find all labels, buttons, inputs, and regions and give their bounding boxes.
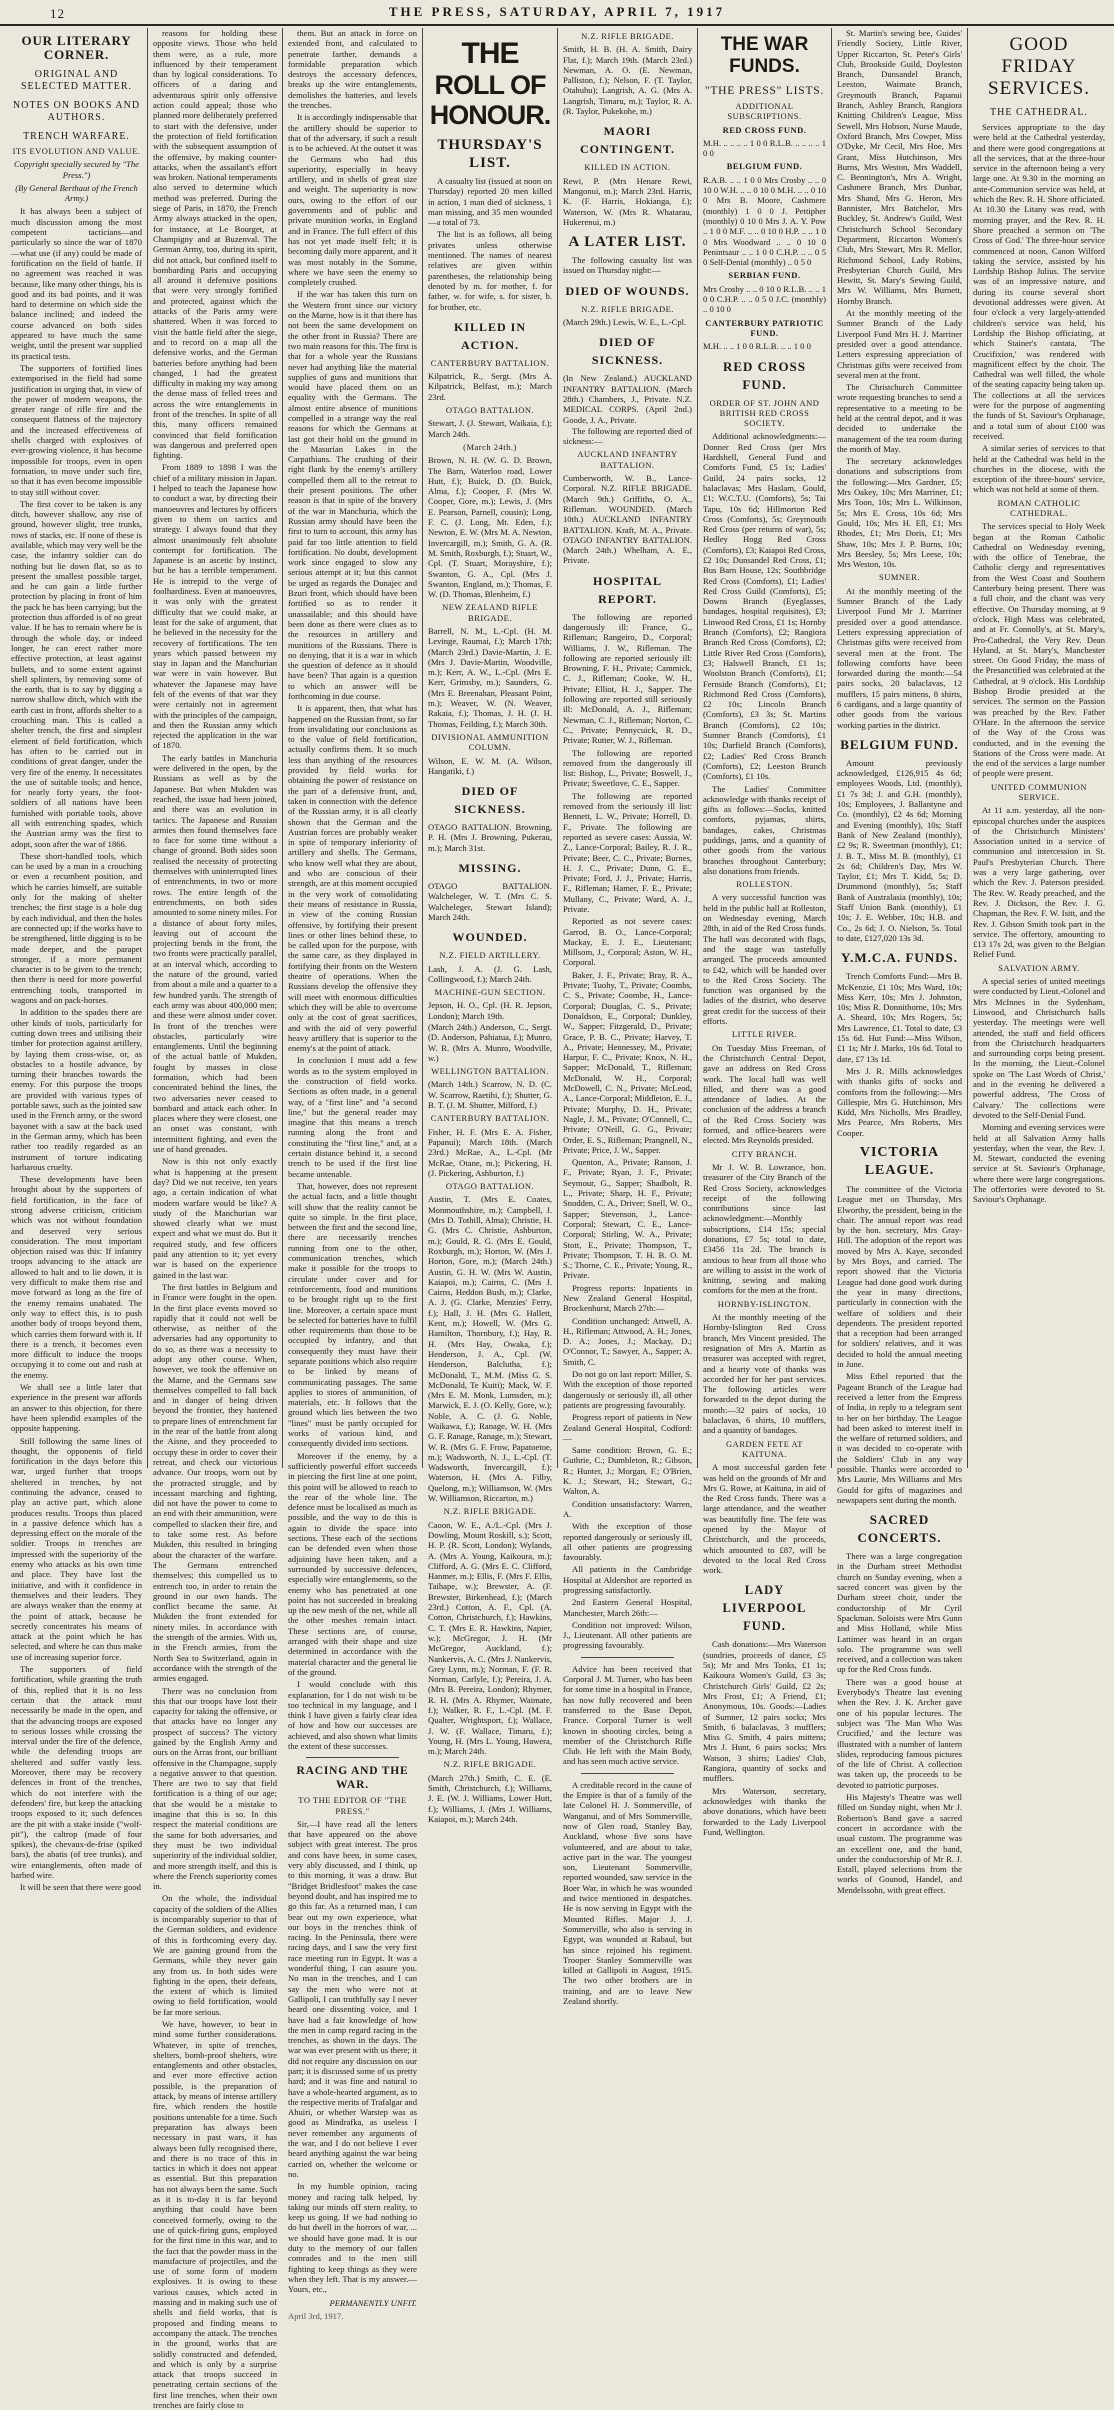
red-cross-fund-heading: RED CROSS FUND. xyxy=(722,124,807,135)
column-literary-corner xyxy=(6,28,148,1893)
casualty-entry: Kilpatrick, R., Sergt. (Mrs A. Kilpatrick, Belfast, m.); March 23rd. xyxy=(428,371,552,402)
paragraph: There was a large congregation in the Durham street Methodist church on Sunday evening, when a sacred concert was given by the Durham street choir, under the conductorship of Mr Cyril Spackman. Soloists were Mrs Gunn and Miss Holland, while Miss Lattimer was heard in an organ solo. The programme was well received, and a collection was taken up for the Red Cross funds. xyxy=(837,1551,962,1675)
salvation-army-heading: SALVATION ARMY. xyxy=(998,962,1080,973)
dow-heading: DIED OF WOUNDS. xyxy=(565,283,690,298)
casualty-entry: (March 14th.) Scarrow, N. D. (C. W. Scarrow, Raetihi, f.); Shutter, G. B. T. (J. M. Shutter, Milford, f.) xyxy=(428,1079,552,1111)
paragraph: Reported as not severe cases: Garrod, B. O., Lance-Corporal; Mackay, E. J. E., Lieutenant; Millsom, J., Corporal; Aston, W. H., Corporal. xyxy=(563,916,692,968)
paragraph: Trench Comforts Fund:—Mrs B. McKenzie, £1 10s; Mrs Ward, 10s; Miss Kerr, 10s; Mrs J. Johnston, 10s; Miss R. Donnithorne, 10s; Mrs A. Sheard, 10s; Mrs Rogers, 5s; Mrs Lawrence, £1. Total to date, £3 15s 6d. Hut Fund:—Miss Wilson, £1 1s; Mr J. Marks, 10s 6d. Total to date, £7 13s 1d. xyxy=(837,971,962,1064)
hornby-heading: HORNBY-ISLINGTON. xyxy=(717,1298,812,1309)
red-cross-heading: RED CROSS FUND. xyxy=(722,358,807,392)
paragraph: The list is as follows, all being privates unless otherwise mentioned. The names of nearest relatives are given within parentheses, the relationship being denoted by m. for mother, f. for father, w. for wife, s. for sister, b. for brother, etc. xyxy=(428,229,552,312)
paragraph: Services appropriate to the day were held at the Cathedral yesterday, and there were good congregations at all the services, that at the three-hour service in the afternoon being a very large one. At 9.30 in the morning an ante-Communion service was held, at which the Rev. R. H. Shore officiated. At 10.30 the Litany was read, with morning prayer, and the Rev. R. H. Shore preached a sermon on 'The Cross of God.' The three-hour service commenced at noon, Canon Wilford taking the service, assisted by his Lordship Bishop Julius. The service was of an impressive nature, and during its course several short devotional addresses were given. At four o'clock a very largely-attended children's service was held, his Lordship the Bishop officiating, at which Stainer's cantata, 'The Crucifixion,' was rendered with magnificent effect by the choir. The Cathedral was well filled, the whole of the seating capacity being taken up. The collections at all the services were for the purpose of augmenting the funds of St. Saviour's Orphanage, and a total sum of about £100 was received. xyxy=(973,122,1105,441)
paragraph: On the whole, the individual capacity of the soldiers of the Allies is incomparably superior to that of the German soldiers, and evidence of this is forthcoming every day. We are gaining ground from the Germans, while they never gain any from us. In both sides were fighting in the open, their defeats, the extent of which is limited owing to field fortification, would be far more serious. xyxy=(153,1893,277,2017)
killed-heading: KILLED IN ACTION. xyxy=(453,319,527,352)
sacred-concerts-heading: SACRED CONCERTS. xyxy=(857,1512,942,1546)
missing-heading: MISSING. xyxy=(458,861,522,876)
column-funds-cont xyxy=(832,28,968,1895)
column-later-list xyxy=(558,28,698,2006)
column-war-funds xyxy=(698,28,832,1837)
paragraph: Quenton, A., Private; Ranson, J. F., Private; Ryan, J. F., Private; Seymour, G., Sapper; Shadbolt, R. L., Private; Sharp, H. F., Private; Snodden, C. A., Driver; Snell, W. O., Sapper; Stevenson, J., Lance-Corporal; Stewart, C. E., Lance-Corporal; Stirling, W. A., Private; Stott, E., Private; Thompson, T., Private; Thompson, T. H. B. O. M. S.; Thorne, C. E., Private; Young, R., Private. xyxy=(563,1157,692,1281)
casualty-entry: OTAGO BATTALION. Browning, P. H. (Mrs J. Browning, Pukerau, m.); March 31st. xyxy=(428,822,552,853)
paragraph: It has always been a subject of much discussion among the most competent tacticians—and particularly so since the war of 1870—what use (if any) could be made of fortification on the field of battle. If no agreement was reached it was because, like many other things, his is good and its bad points, and it was hard to determine on which side the balance inclined; and indeed the course advanced on both sides appeared to have much the same weight, until the present war supplied its practical tests. xyxy=(11,206,142,361)
services-heading: SERVICES. xyxy=(988,78,1090,99)
paragraph: The committee of the Victoria League met on Thursday, Mrs Elworthy, the president, being in the chair. The annual report was read by the hon. secretary, Mrs Gray-Hill. The adoption of the report was moved by Mrs A. Kaye, seconded by Mrs Boys, and carried. The report showed that the Victoria League had done good work during the year in many directions, particularly in connection with the welfare of soldiers and their dependents. The president reported that a reception had been arranged for soldiers' relatives, and it was decided to hold the annual meeting in June. xyxy=(837,1183,962,1370)
casualty-entry: Caoon, W. E., A./L.-Cpl. (Mrs J. Dowling, Mount Roskill, s.); Scott, H. P. (R. Scott, London); Wylands, A. (Mrs A. Young, Kaikoura, m.); Clifford, A. G. (Mrs E. C. Clifford, Hanmer, m.); Ellis, F. (Mrs F. Ellis, Taihape, w.); Brewster, A. (F. Brewster, Birkenhead, f.); (March 23rd.) Cotton, A. F., Cpl. (A. Cotton, Christchurch, f.); Hawkins, C. T. (Mrs E. R. Hawkins, Napier, w.); McGregor, J. H. (Mr McGregor, Auckland, f.); Nankervis, A. C. (Mrs J. Nankervis, Grey Lynn, m.); Norman, F. (F. R. Norman, Carlyle, f.); Pereira, J. A. (Mrs B. Pereira, London); Rhymer, R. H. (Mrs A. Rhymer, Waimate, f.); Walker, R. F., L.-Cpl. (M. F. Qualter, Wrightsport, f.); Wallace, J. W. (F. Wallace, Timaru, f.); Young, H. (Mrs L. Young, Hawera, m.); March 24th. xyxy=(428,1519,552,1757)
paragraph: Mrs Waterson, secretary, acknowledges with thanks the above donations, which have been forwarded to the Lady Liverpool Fund, Wellington. xyxy=(703,1785,826,1837)
belgium-fund-heading: BELGIUM FUND. xyxy=(840,736,959,752)
paragraph: A most successful garden fete was held on the grounds of Mr and Mrs G. Rowe, at Kaituna, in aid of the Red Cross funds. There was a large attendance, and the weather was beautifully fine. The fete was opened by the Mayor of Christchurch, and the proceeds, which amounted to £87, will be devoted to the local Red Cross work. xyxy=(703,1462,826,1576)
paragraph: These short-handled tools, which can be used by a man in a crouching or even a recumbent position, and which he carries himself, are suitable only for the making of shelter trenches; the first stage is a hole dug by each individual, and then the holes are connected up; if the works have to be strengthened, little digging is to be made deeper, and the parapet stronger, if a more permanent character is to be given to the trench; then there is need for more powerful entrenching tools, transported in wagons and on pack-horses. xyxy=(11,850,143,1006)
paragraph: Baker, J. F., Private; Bray, R. A., Private; Tuohy, T., Private; Coombs, C. S., Private; Coombe, H., Lance-Corporal; Douglas, C. S., Private; Donaldson, E., Corporal; Dunkley, W., Sapper; Fitzgerald, D., Private; Grace, P. B. C., Private; Harvey, T. A., Private; Hennessey, M., Private; Harpur, F. C., Private; Knox, N. H., Sapper; McDonald, T., Rifleman; McDonald, W. H., Corporal; McDowell, C. N., Private; McLeod, A., Lance-Corporal; Middleton, E. J., Private; Murphy, D. H., Private; Nagle, J. M., Private; O'Connell, C., Private; O'Neill, G. G., Private; Order, E. S., Rifleman; Prangnell, N., Private; Price, J. W., Sapper. xyxy=(563,969,693,1155)
paragraph: A special series of united meetings were conducted by Lieut.-Colonel and Mrs McInnes in the Sydenham, Linwood, and Christchurch halls yesterday. The meetings were well attended, the staff and field officers from the Christchurch headquarters and surrounding corps being present. In the morning, the Lieut.-Colonel spoke on 'The Last Words of Christ,' and in the evening he delivered a powerful address, 'The Cross of Calvary.' The collections were devoted to the Self-Denial Fund. xyxy=(973,976,1105,1120)
paragraph: There was no conclusion from this that our troops have lost their capacity for taking the offensive, or that attacks have no longer any prospect of success? The victory gained by the English Army and ours on the Arras front, our brilliant offensive in the Champagne, supply a negative answer to that question. There are two to say that field fortification is a thing of our age; that she would be a mistake to imagine that this is so. In this respect the material conditions are the same for both adversaries, and they must be two individual superiority of the individual soldier, and more strength itself, and this is where the French superiority comes in. xyxy=(153,1685,277,1892)
paragraph: St. Martin's sewing bee, Guides' Friendly Society, Little River, Upper Riccarton, St. Peter's Girls' Club, Brookside Guild, Doyleston Branch, Dunsandel Branch, Leeston, Waimate Branch, Greymouth Branch, Papanui Branch, Ashley Branch, Rangiora Knitting Children's League, Miss Sewell, Mrs Hobson, Nurse Maude, Oxford Branch, Mrs Cowper, Miss O'Dyke, Mr Cecil, Mrs Hoe, Mrs Grant, Miss Hutchinson, Mrs Burns, Mrs Weston, Mrs Waddell, C. Bennington's, Mrs A. Wright, Cashmere Branch, Mrs Dunbar, Mrs Shand, Mrs G. Heron, Mrs Bannister, Mrs Batchelor, Mrs Buckley, St. Andrew's Guild, West Christchurch School Secondary Department, Riccarton Women's Club, Mrs Stewart, Mrs R. Mellor, Richmond School, Lady Robins, Presbyterian Church Guild, Mrs Hewitt, St. Mary's Sewing Guild, Mrs W. Williams, Mrs Burnett, Hornby Branch. xyxy=(837,28,962,306)
unit-heading: CANTERBURY BATTALION. xyxy=(430,357,550,368)
paragraph: The following are reported removed from the dangerously ill list: Bishop, L., Private; Boswell, J., Private; Sweetlove, C. E., Sapper. xyxy=(563,747,692,789)
additional-subs-heading: ADDITIONAL SUBSCRIPTIONS. xyxy=(727,101,802,122)
casualty-entry: Cumberworth, W. B., Lance-Corporal. N.Z. RIFLE BRIGADE. (March 9th.) Griffiths, O. A., Rifleman. WOUNDED. (March 10th.) AUCKLAND INFANTRY BATTALION. Kraft, M. A., Private. OTAGO INFANTRY BATTALION. (March 24th.) Whelham, A. E., Private. xyxy=(563,473,692,566)
paragraph: Mr J. W. B. Lowrance, hon. treasurer of the City Branch of the Red Cross Society, acknowledges receipt of the following contributions since last acknowledgment:—Monthly subscriptions, £14 15s; special donations, £7 5s; total to date, £3456 11s 2d. The branch is anxious to hear from all those who are willing to assist in the work of knitting, sewing and making comforts for the men at the front. xyxy=(703,1161,826,1296)
fund-entries: M.H. .. .. 1 0 0 R.L.B. .. .. 1 0 0 xyxy=(703,341,811,352)
byline: (By General Berthaut of the French Army.) xyxy=(15,182,138,204)
paragraph: The first battles in Belgium and in France were fought in the open. In the first place events moved so rapidly that it could not well be otherwise, as neither of the adversaries had any opportunity to do so, as there was a necessity to adopt any other course. When, however, we took the offensive on the Marne, and the Germans saw themselves compelled to fall back and in danger of being driven beyond the frontier, they hastened to prepare lines of entrenchment far in the rear of the battle front along the Aisne, and they proceeded to occupy these in order to cover their retreat, and check our victorious advance. Our troops, worn out by the protracted struggle, and by incessant marching and fighting, did not have the power to come to an end with their ammunition, were compelled to slacken their fire, and to take some rest. As before Mukden, this resulted in bringing about the character of the warfare. The Germans entrenched themselves; this compelled us to entrench too, in order to retain the ground in our own hands. The conflict became the same. At Mukden the front extended for ninety miles. In accordance with the strength of the armies. With us, in the French armies, from the North Sea to Switzerland, again in accordance with the strength of the armies engaged. xyxy=(153,1281,277,1684)
maori-heading: MAORI CONTINGENT. xyxy=(579,124,676,157)
unit-heading: AUCKLAND INFANTRY BATTALION. xyxy=(577,449,678,470)
paragraph: These developments have been brought about by the supporters of field fortification, in the face of strong adverse criticism, criticism which was not without foundation and deserved very serious consideration. The most important objection raised was this: If infantry troops advancing to the attack are allowed to halt and to lie down, it is very difficult to make them rise and move forward as long as the fire of the enemy remains unabated. The only way to effect this, is to push another body of troops beyond them, which carries them forward with it. If there is a trench, it becomes even more difficult to induce the troops occupying it to come out and rush at the enemy. xyxy=(11,1174,142,1380)
paragraph: them. But an attack in force on extended front, and calculated to penetrate farther, demands a formidable preparation which destroys the accessory defences, breaks up the wire entanglements, demolishes the batteries, and levels the trenches. xyxy=(288,28,417,111)
belgium-fund-heading: BELGIUM FUND. xyxy=(726,161,803,172)
page-number: 12 xyxy=(50,6,65,21)
paragraph: Progress reports: Inpatients in New Zealand General Hospital, Brockenhurst, March 27th:— xyxy=(563,1282,692,1314)
paragraph: The following are reported died of sickness:— xyxy=(563,425,692,447)
press-lists-heading: "THE PRESS" LISTS. xyxy=(704,85,825,97)
paragraph: The services special to Holy Week began at the Roman Catholic Cathedral on Wednesday evening, with the office of Tenebrae, the Catholic clergy and representatives from the West Coast and Southern Canterbury being present. There was a full choir, and the chant was very effective. On Thursday morning, at 9 o'clock, High Mass was celebrated, and at Fr. Connolly's, at St. Mary's, Pro-Cathedral, the Very Rev. Dean Hyland, at St. Mary's, Manchester street. On Good Friday, the mass of the Presanctified was celebrated at the Cathedral, at 9 o'clock. His Lordship Bishop Brodie presided at the services. The sermon on the Passion was preached by the Rev. Father O'Hare. In the afternoon the service of the Way of the Cross was conducted, and in the evening the Stations of the Cross were made. At the end of the services a large number of people were present. xyxy=(973,521,1105,779)
unit-heading: CANTERBURY BATTALION. xyxy=(430,1113,550,1124)
ymca-heading: Y.M.C.A. FUNDS. xyxy=(840,950,959,966)
victoria-league-heading: VICTORIA LEAGUE. xyxy=(859,1144,940,1178)
good-friday-heading: GOOD FRIDAY xyxy=(1001,34,1077,77)
unit-heading: N.Z. RIFLE BRIGADE. xyxy=(581,31,674,41)
paragraph: In conclusion I must add a few words as to the system employed in the construction of field works. Sections as often made, in a general way, of a "first line" and "a second line," but the general reader may imagine that this means a trench running along the front and constituting the "first line," and, at a certain distance behind it, a second trench to be used if the first line became untenable. xyxy=(288,1055,417,1179)
paragraph: A creditable record in the cause of the Empire is that of a family of the late Colonel H. J. Sommerville, of Wanganui, and of Mrs Sommerville, now of Glen road, Stanley Bay, Auckland, whose five sons have volunteered, and are about to take, active part in the war. The youngest son, Lieutenant Sommerville, reported wounded, saw service in the Boer War, in which he was wounded and twice mentioned in despatches. He is now serving in Egypt with the Mounted Rifles. Major J. J. Sommerville, who also is serving in Egypt, was wounded at Rabaul, but has since rejoined his regiment. Trooper Stanley Sommerville was killed at Gallipoli in August, 1915. The two other brothers are in training, and are to leave New Zealand shortly. xyxy=(563,1779,692,2006)
hospital-report-heading: HOSPITAL REPORT. xyxy=(592,573,663,606)
casualty-entry: (March 29th.) Lewis, W. E., L.-Cpl. xyxy=(563,317,687,328)
garden-fete-heading: GARDEN FETE AT KAITUNA. xyxy=(726,1438,803,1459)
masthead-title: THE PRESS, SATURDAY, APRIL 7, 1917 xyxy=(388,4,726,19)
killed-subheading: KILLED IN ACTION. xyxy=(584,162,671,173)
sumner-heading: SUMNER. xyxy=(878,572,921,583)
unit-heading: NEW ZEALAND RIFLE BRIGADE. xyxy=(442,602,538,623)
divider xyxy=(581,1657,674,1658)
casualty-entry: Fisher, H. F. (Mrs E. A. Fisher, Papanui); March 18th. (March 23rd.) McRae, A., L.-Cpl. (Mr McRae, Otane, m.); Pickering, H. (J. Pickering, Ashburton, f.) xyxy=(428,1126,552,1178)
paragraph: Morning and evening services were held at all Salvation Army halls yesterday, when the vear, the Rev. J. M. Stewart, conducted the evening service at St. Saviour's Orphanage, where there were large congregations. The offertories were devoted to St. Saviour's Orphanage. xyxy=(973,1122,1105,1205)
paragraph: Now is this not only exactly what is happening at the present day? Did we not receive, ten years ago, a certain indication of what modern warfare would be like? A study of the Manchurian war showed clearly what we must expect and what we must do. But it required study, and few officers paid any attention to it; yet every war is based on the experience gained in the last war. xyxy=(153,1156,277,1280)
unit-heading: WELLINGTON BATTALION. xyxy=(431,1066,549,1077)
paragraph: At the monthly meeting of the Hornby-Islington Red Cross branch, Mrs Vincent presided. The resignation of Mrs A. Martin as treasurer was accepted with regret, and a hearty vote of thanks was accorded her for her past services. The following articles were forwarded to the depot during the month:—32 pairs of socks, 10 balaclavas, 6 shirts, 10 mufflers, and a quantity of bandages. xyxy=(703,1312,826,1436)
paragraph: Additional acknowledgments:—Donner Red Cross (per Mrs Hardshell, General Fund and Comforts Fund, £5 1s; Ladies' Guild, 24 pairs socks, 12 balaclavas; Mrs Haslam, Gould, £1; W.C.T.U. (Comforts), 5s; Tai Tapu, 10s 6d; Hillmorton Red Cross (Comforts), 5s; Greymouth Red Cross (per returns of war), 5s; Hedley Hogg Red Cross (Comforts), £3; Kaiapoi Red Cross, £2 10s; Dunsandel Red Cross, £1; Bus Barn House, 12s; Southbridge Red Cross (Comforts), £1; Ladies' Red Cross Guild (Comforts), £5; Downs Branch (Eyeglasses, bandages, hospital requisites), £3; Linwood Red Cross, £1 1s; Hornby Branch (Comforts), £2; Rangiora Branch Red Cross (Comforts), £2; Little River Red Cross (Comforts), £3; Halswell Branch, £1 1s; Woolston Branch (Comforts), £1; Fernside Branch (Comforts), £1; Richmond Red Cross (Comforts), £2 10s; Lincoln Branch (Comforts), £3 3s; St. Martins Branch (Comforts), £2 10s; Sumner Branch (Comforts), £1 10s; Darfield Branch (Comforts), £2; Ladies' Red Cross Branch (Comforts), £2; Leeston Branch (Comforts), £1 10s. xyxy=(703,431,826,782)
paragraph: From 1889 to 1898 I was the chief of a military mission in Japan. I helped to teach the Japanese how to conduct a war, by directing their manoeuvres and lectures by officers given to them on tactics and strategy. I always found that they almost unanimously felt absolute contempt for fortification. The Japanese is an ascetic by instinct, but he has a terrible temperament. He is intrepid to the verge of foolhardiness. Even at manoeuvres, it was only with the greatest difficulty that we could make, at least for the sake of argument, that he believed in the necessity for the recovery of fortifications. The ten years which passed between my stay in Japan and the Manchurian war were in vain however. But whatever the Japanese may have felt of the events of that war they were certainly not in agreement with the principles of the campaign, and then the Russian army which rejected the application in the war of 1870. xyxy=(153,462,277,751)
paragraph: The following are reported dangerously ill: France, G., Rifleman; Rangeiro, D., Corporal; Williams, J. W., Rifleman. The following are reported seriously ill: Browning, F. H., Private; Cammick, C. J., Rifleman; Cooke, W. H., Private; Elliot, H. J., Sapper. The following are reported still seriously ill: McDonald, A. J., Rifleman; Newman, C. J., Rifleman; Norton, C. C., Private; Pennycuick, R. D., Private; Rutter, W. J., Rifleman. xyxy=(563,611,692,746)
paragraph: 2nd Eastern General Hospital, Manchester, March 26th:— xyxy=(563,1597,692,1618)
paragraph: Do not go on last report: Miller, S. With the exception of those reported dangerously or seriously ill, all other patients are progressing favourably. xyxy=(563,1369,692,1410)
paragraph: There was a good house at Everybody's Theatre last evening when the Rev. J. K. Archer gave one of his popular lectures. The subject was 'The Man Who Was Crucified,' and the lecture was illustrated with a number of lantern slides, reproducing famous pictures of the life of Christ. A collection was taken up, the proceeds to be devoted to patriotic purposes. xyxy=(837,1676,962,1790)
date-heading: (March 24th.) xyxy=(463,441,517,452)
city-branch-heading: CITY BRANCH. xyxy=(731,1148,798,1159)
unit-heading: N.Z. FIELD ARTILLERY. xyxy=(439,950,541,961)
paragraph: On Tuesday Miss Freeman, of the Christchurch Central Depot, gave an address on Red Cross work. The local hall was well filled, and there was a good attendance of ladies. At the conclusion of the address a branch of the Red Cross Society was formed, and office-bearers were elected. Mrs Reynolds presided. xyxy=(703,1042,826,1146)
section-heading: OUR LITERARY CORNER. xyxy=(21,33,132,62)
paragraph: The secretary acknowledges donations and subscriptions from the following:—Mrs Gardner, £5; Mrs Oakey, 10s; Mrs Marriner, £1; Mrs Toon, 10s; Mrs L. Wilkinson, 5s; Mrs E. Cross, 10s 6d; Mrs Gould, 10s; Mrs H. Ell, £1; Mrs Rhodes, £1; Mrs Doris, £1; Mrs Shaw, 10s; Mrs J. P. Burns, 10s; Mrs Beesley, 5s; Mrs Leese, 10s; Mrs Weston, 10s. xyxy=(837,456,962,570)
copyright-note: Copyright specially secured by "The Press.") xyxy=(13,159,139,180)
casualty-entry: (In New Zealand.) AUCKLAND INFANTRY BATTALION. (March 28th.) Chambers, J., Private. N.Z. MEDICAL CORPS. (April 2nd.) Goode, J. A., Private. xyxy=(563,373,692,425)
column-trench-warfare-end xyxy=(283,28,423,2321)
paragraph: The following are reported removed from the seriously ill list: Bennett, L. W., Private; Horrell, D. F., Private. The following are reported as severe cases: Aussia, W. Z., Lance-Corporal; Bailey, R. J. R., Private; Beer, C. C., Private; Burnes, H. J. C., Private; Dunn, G. E., Private; Ford, J. J., Private; Harris, F., Rifleman; Hamer, F. E., Private; Mullany, C., Private; Ward, A. J., Private. xyxy=(563,790,692,914)
casualty-entry: Wilson, E. W. M. (A. Wilson, Hangatiki, f.) xyxy=(428,755,552,776)
red-cross-subheading: ORDER OF ST. JOHN AND BRITISH RED CROSS SOCIETY. xyxy=(709,397,820,429)
unit-heading: N.Z. RIFLE BRIGADE. xyxy=(443,1759,537,1770)
paragraph: In addition to the spades there are other kinds of tools, particularly for cutting down trees and utilising their timber for protection against artillery, by laying them cross-wise, or, as obstacles to a hostile advance, by turning their branches towards the enemy. For this purpose the troops are provided with various types of portable saws, such as the jointed saw used in the French army, or the sword bayonet with a saw at the back used in the German army, which has been rather too readily regarded as an instrument of torture indicating barbarous cruelty. xyxy=(11,1007,142,1172)
newspaper-masthead xyxy=(0,0,1114,26)
list-heading: THURSDAY'S LIST. xyxy=(437,137,543,171)
paragraph: It will be seen that there were good xyxy=(20,1882,141,1893)
section-subheading-2: NOTES ON BOOKS AND AUTHORS. xyxy=(12,100,141,123)
paragraph: Sir,—I have read all the letters that have appeared on the above subject with great interest. The pros and cons have been, in some cases, very ably discussed, and I think, up to this morning, it was a draw. But "Bridget Bridlesfoot" makes the case beyond doubt, and has inspired me to go this far. As a returned man, I can bear out my own experience, what our boys in the trenches think of racing. In the Peninsula, there were racing days, and I saw the very first race meeting run in Egypt. It was a wonderful thing, I can assure you. No man in the trenches, and I can say the men who were not at Gallipoli, I can truthfully say I never heard one dissenting voice, and I have had a fair knowledge of how the men in camp regard racing in the trenches, as shown in the days. The war was ever present with us there; it did not require any discussion on our part; it is discussed some of us pretty hard; and it was fine and natural to have a whole-hearted argument, as to the respective merits of Trafalgar and Ahuiri, or whether Warstep was as good as Mindrafka, as useless I never remember any arguments of the war, and I do not believe I ever heard anything against the war being carried on, whether the welcome or no. xyxy=(288,1818,417,2179)
paragraph: It is accordingly indispensable that the artillery should be superior to that of the adversary, if such a result is to be achieved. At the outset it was the Germans who had this superiority, especially in heavy artillery, and in shells of great size and weight. The superiority is now ours, owing to the effort of our governments and of public and private munition works, in England and in France. The full effect of this has not yet made itself felt; it is becoming daily more apparent, and it was most notably in the Somme, where we have seen the enemy so completely crushed. xyxy=(288,112,417,288)
paragraph: Mrs J. R. Mills acknowledges with thanks gifts of socks and comforts from the following:—Mrs Gillespie, Mrs G. Hutchinson, Mrs Kidd, Mrs Nicholls, Mrs Bradley, Mrs Pearce, Mrs Roberts, Mrs Cooper. xyxy=(837,1065,962,1138)
paragraph: The following casualty list was issued on Thursday night:— xyxy=(563,255,692,276)
letter-date: April 3rd, 1917. xyxy=(288,2310,344,2321)
rc-cathedral-heading: ROMAN CATHOLIC CATHEDRAL. xyxy=(997,497,1081,518)
paragraph: A casualty list (issued at noon on Thursday) reported 20 men killed in action, 1 man died of sickness, 1 man missing, and 35 men wounded—a total of 73. xyxy=(428,176,552,228)
paragraph: In my humble opinion, racing money and racing talk helped, by taking our minds off stern reality, to keep us going. If we had nothing to do but dwell in the horrors of war, ... we should have gone mad. It is our duty to the memory of our fallen comrades and to the men still fighting to keep things as they were when they left. That is my answer.—Yours, etc., xyxy=(288,2181,417,2295)
paragraph: Moreover if the enemy, by a sufficiently powerful effort succeeds in piercing the first line at one point, this point will be allowed to reach to the rear of the whole line. The defence must be localised as much as possible, and the way to do this is again to divide the space into sections. These each of the sections can be defended even when those adjoining have been taken, and a surrounded by successive defences, especially wire entanglements, so the enemy who has penetrated at one point has not succeeded in breaking up the new mesh of the net, while all the other meshes remain intact. These sections are, of course, arranged with their shape and size determined in accordance with the material character and the general lie of the ground. xyxy=(288,1450,417,1677)
casualty-entry: Rewi, P. (Mrs Henare Rewi, Mangonui, m.); March 23rd. Harris, K. (F. Harris, Hokianga, f.); Waterson, W. (Mrs R. Whatarau, Hukerenui, m.) xyxy=(563,175,692,227)
section-subheading: ORIGINAL AND SELECTED MATTER. xyxy=(21,69,132,92)
casualty-entry: OTAGO BATTALION. Walcheleger, W. T. (Mrs C. S. Walcheleger, Stewart Island); March 24th. xyxy=(428,881,552,922)
letter-signature: PERMANENTLY UNFIT. xyxy=(329,2297,417,2308)
cathedral-heading: THE CATHEDRAL. xyxy=(990,107,1088,118)
paragraph: I would conclude with this explanation, for I do not wish to be too technical in my language, and I think I have given a fairly clear idea of how and how our successes are achieved, and also shown what limits the extent of these successes. xyxy=(288,1679,417,1751)
divider xyxy=(306,1757,399,1758)
communion-heading: UNITED COMMUNION SERVICE. xyxy=(990,781,1088,802)
paragraph: His Majesty's Theatre was well filled on Sunday night, when Mr J. Robertson's Band gave a sacred concert in accordance with the usual custom. The programme was an excellent one, and the band, under the conductorship of Mr R. J. Estall, played selections from the works of Gounod, Handel, and Mendelssohn, with great effect. xyxy=(837,1792,962,1895)
paragraph: Advice has been received that Corporal J. M. Turner, who has been for some time in a hospital in France, has now fully recovered and been transferred to the Base Depot, France. Corporal Turner is well known in shooting circles, being a member of the Christchurch Rifle Club. He left with the Main Body, and has seen much active service. xyxy=(563,1663,692,1767)
unit-heading: N.Z. RIFLE BRIGADE. xyxy=(443,1506,537,1517)
casualty-entry: Jepson, H. O., Cpl. (H. R. Jepson, London); March 19th. xyxy=(428,1000,552,1021)
paragraph: The Christchurch Committee wrote requesting branches to send a representative to a meeting to be held at the central depot, and it was decided to undertake the management of the tea room during the month of May. xyxy=(837,382,962,454)
paragraph: A very successful function was held in the public hall at Rolleston, on Wednesday evening, March 28th, in aid of the Red Cross funds. The hall was decorated with flags, and the stage was tastefully arranged. The proceeds amounted to £42, which will be handed over to the Red Cross Society. The function was organised by the ladies of the district, who deserve great credit for the success of their efforts. xyxy=(703,892,826,1027)
unit-heading: OTAGO BATTALION. xyxy=(445,1181,535,1192)
unit-heading: N.Z. RIFLE BRIGADE. xyxy=(581,303,674,314)
casualty-entry: Stewart, J. (J. Stewart, Waikaia, f.); March 24th. xyxy=(428,418,552,439)
casualty-entry: Smith, H. B. (H. A. Smith, Dairy Flat, f.); March 19th. (March 23rd.) Newman, A. O. (E. Newman, Palliston, f.); Nelson, F. (T. Taylor, Otahuhu); Langrish, A. G. (Mrs A. Langrish, Timaru, m.); Taylor, R. A. (R. Taylor, Pukekohe, m.) xyxy=(563,44,692,117)
fund-entries: M.H. .. .. .. .. 1 0 0 R.L.B. .. .. .. .. 1 0 0 xyxy=(703,137,826,159)
column-good-friday xyxy=(968,28,1110,1468)
racing-heading: RACING AND THE WAR. xyxy=(296,1765,409,1792)
canterbury-fund-heading: CANTERBURY PATRIOTIC FUND. xyxy=(705,317,824,338)
paragraph: That, however, does not represent the actual facts, and a little thought will show that the reality cannot be quite so simple. In the first place, between the first and the second line, there are necessarily trenches running from one to the other, communication trenches, which make it possible for the troops to circulate under cover and for reinforcements, food and munitions to be brought right up to the first line. Moreover, a certain space must be selected for batteries have to fulfil other requirements than those to be occupied by infantry, and that consequently they must have their separate positions which also require to be linked by means of communicating passages. The same applies to stores of ammunition, of materials, etc. It follows that the ground which lies between the two "lines" must be partly occupied for works of various kind, and consequently divided into sections. xyxy=(288,1180,417,1449)
paragraph: The Ladies' Committee acknowledge with thanks receipt of gifts as follows:—Socks, knitted comforts, pyjamas, shirts, bandages, cakes, Christmas puddings, jams, and a quantity of other goods from the various branches throughout Canterbury; also donations from friends. xyxy=(703,783,826,876)
article-title: TRENCH WARFARE. xyxy=(23,131,130,142)
paragraph: Condition unsatisfactory: Warren, A. xyxy=(563,1498,692,1519)
dos-heading: DIED OF SICKNESS. xyxy=(591,335,664,368)
died-heading: DIED OF SICKNESS. xyxy=(454,784,526,817)
paragraph: A similar series of services to that held at the Cathedral was held in the churches in the diocese, with the exception of the three-hours' service, which was not held at some of them. xyxy=(973,443,1105,495)
paragraph: At the monthly meeting of the Sumner Branch of the Lady Liverpool Fund Mr J. Marriner presided over a good attendance. Letters expressing appreciation of Christmas gifts were received from several men at the front. The following comforts have been forwarded during the month:—54 pairs socks, 20 balaclavas, 12 mufflers, 15 pairs mittens, 8 shirts, 6 cardigans, and a large quantity of other goods from the various working parties in the district. xyxy=(837,585,962,730)
paragraph: The first cover to be taken is any ditch, however shallow, any rise of ground, however slight, tree trunks, rows of stacks, etc. If none of these is available, which may very well be the case, the infantry soldier can do nothing but lie down flat, so as to present the smallest possible target, and he can gain a little further protection by placing in front of him the pack he has been carrying; but the protection thus afforded is of no great value. If he has to remain where he is through the whole day, or indeed longer, he can erect rather more effective protection, at least against bullets, and to some extent against shell splinters, by removing some of the earth, that is to say by digging a narrow shallow ditch, which with the earth cast in front, affords shelter to a crouching man. This is called a shelter trench, the first and simplest element of field fortification, which has often to be carried out in conditions of great danger, under the very fire of the enemy. It necessitates the use of suitable tools; and hence, for nearly forty years, the foot-soldiers of all nations have been furnished with portable tools, above all with entrenching spades, which the Austrian army was the first to adopt, soon after the war of 1866. xyxy=(11,498,142,849)
casualty-entry: Austin, T. (Mrs E. Coates, Monmouthshire, m.); Campbell, J. (Mrs D. Tothill, Alma); Christie, H. G. (Mrs C. Christie, Ashburton, m.); Gould, R. G. (Mrs E. Gould, Roxburgh, m.); Horton, W. (Mrs J. Horton, Gore, m.); (March 24th.) Austin, G. H. W. (Mrs W. Austin, Kaiapoi, m.); Cairns, C. (Mrs J. Cairns, Heddon Bush, m.); Clarke, A. J. (G. Clarke, Menzies' Ferry, f.); Hall, J. H. (Mrs G. Hallett, Kent, m.); Howell, W. (Mrs G. Hamilton, Thornbury, f.); Hay, R. H. (Mrs Hay, Owaka, f.); Henderson, J. A., Cpl. (W. Henderson, Balclutha, f.); McDonald, T., M.M. (Miss G. S. McDonald, Te Kuiti); Mack, W. F. (Mrs E. M. Monk, Lumsden, m.); Marwick, E. J. (O. Kelly, Gore, w.); Noble, A. C. (J. G. Noble, Waikawa, f.); Ranage, W. H. (Mrs G. F. Ranage, Ranage, m.); Stewart, W. R. (Mrs G. F. Frow, Papatoetoe, m.); Wadsworth, N. J., L.-Cpl. (T. Wadsworth, Invercargill, f.); Waterson, H. (Mrs A. Filby, Quelong, m.); Williamson, W. (Mrs W. Williamson, Riccarton, m.) xyxy=(428,1194,552,1504)
little-river-heading: LITTLE RIVER. xyxy=(731,1029,798,1040)
paragraph: Amount previously acknowledged, £126,915 4s 6d; employees Woods, Ltd. (monthly), £1 7s 3d; J. and G.H. (monthly), 10s; Employees, J. Ballantyne and Co. (monthly), £2 4s 6d; Morning and Evening (monthly), 10s; Staff Bank of New Zealand (monthly), £2 9s; R. Sweetman (monthly), £1; J. B. T., Miss M. B. (monthly), £1 2s 6d; Children's Day, Mrs W. Taylor, £1; Mrs T. Kidd, 5s; D. Drummond (monthly), 5s; Staff Bank of Australasia (monthly), 10s; Staff Union Bank (monthly), £1 10s; J. E. Webber, 10s; H.B. and Co., 2s 6d; J. O. Nielson, 5s. Total to date, £127,020 13s 3d. xyxy=(837,757,962,943)
article-subtitle: ITS EVOLUTION AND VALUE. xyxy=(12,146,141,156)
unit-heading: OTAGO BATTALION. xyxy=(445,405,535,416)
unit-heading: DIVISIONAL AMMUNITION COLUMN. xyxy=(431,731,549,753)
lady-liverpool-heading: LADY LIVERPOOL FUND. xyxy=(722,1583,807,1634)
roll-heading: ROLL OF HONOUR. xyxy=(429,70,551,130)
paragraph: If the war has taken this turn on the Western front since our victory on the Marne, how is it that there has not been the same development on the other front in Russia? There are two main reasons for this. The first is that for a whole year the Russians never had anything like the material supplies of guns and munitions that would have placed them on an equality with the Germans. The almost entire absence of munitions compelled in a strange way the real reasons for which the Germans at last got their hold on the ground in the Masurian Lakes in the Carpathians. The crushing of their right flank by the enemy's artillery compelled them all to the retreat to their present positions. The other reason is that in spite of the bravery of the war in Manchuria, which the Russian army should have been the first to turn to account, this army has paid far too little attention to field fortification. No doubt, development work since engaged to slow any serious attempt at it; but this cannot be urged as regards the Dunajec and Bzuri front, which should have been fortified so as to render it unassailable; and this should have been done as there were clues as to the resources in artillery and munitions of the Russians. There is no denying, that it is a war in which the question of defence as it should have been? That again is a question to which an answer will be forthcoming in due course. xyxy=(288,289,417,701)
paragraph: With the exception of those reported dangerously or seriously ill, all other patients are progressing favourably. xyxy=(563,1521,692,1563)
paragraph: The supporters of fortified lines extemporised in the field had some justification in urging that, in view of the power of modern weapons, the greater range of rifle fire and the consequent flatness of the trajectory and the increased effectiveness of shells charged with explosives of ever-growing violence, it has become impossible for troops, even in open formation, to move under such fire, so that it has even become impossible to stay still without cover. xyxy=(11,362,142,497)
paragraph: Progress report of patients in New Zealand General Hospital, Codford:— xyxy=(563,1412,692,1443)
war-funds-heading: THE WAR FUNDS. xyxy=(720,34,809,77)
paragraph: Condition unchanged: Attwell, A. H., Rifleman; Attwood, A. H.; Jones, D. A.; Jones, J.; Mackay, D.; O'Connor, T.; Sawyer, A., Sapper; A. Smith, C. xyxy=(563,1315,692,1367)
column-trench-warfare-cont xyxy=(148,28,283,2410)
fund-entries: Mrs Crosby .. .. 0 10 0 R.L.B. .. .. 1 0 0 C.H.P. .. .. 0 5 0 J.C. (monthly) .. 0 10 0 xyxy=(703,283,826,315)
casualty-entry: Barrell, N. M., L.-Cpl. (H. M. Levinge, Raumai, f.); March 17th; (March 23rd.) Davie-Martin, J. E. (Mrs J. Davie-Martin, Woodville, m.); Kerr, A. W., L.-Cpl. (Mrs E. Kerr, Grimsby, m.); Saunders, G. (Mrs E. Breenahan, Pleasant Point, m.); Weaver, W. (N. Weaver, Rakaia, f.); Thomas, J. H. (J. H. Thomas, Feilding, f.); March 30th. xyxy=(428,625,552,729)
rolleston-heading: ROLLESTON. xyxy=(736,879,793,890)
paragraph: Still following the same lines of thought, the opponents of field fortification in the days before this war, urged further that troops sheltered in trenches, by not continuing the advance, ceased to play an active part, which alone produces results. Troops thus placed in a passive defence which has a depressing effect on the morale of the soldier. Troops in trenches are impressed with the superiority of the enemy who attacks as his own time and place. They have lost the initiative, and with it confidence in themselves and their leaders. They are always weaker than the enemy at the point of attack, because he secretly concentrates his means of attack at the point which he has selected, and where he can thus make use of increasing superior force. xyxy=(11,1435,142,1662)
paragraph: At the monthly meeting of the Sumner Branch of the Lady Liverpool Fund Mrs H. J. Marriner presided over a good attendance. Letters expressing appreciation of Christmas gifts were received from several men at the front. xyxy=(837,308,962,380)
paragraph: We shall see a little later that experience in the present war affords an answer to this objection, for there have been splendid examples of the opposite happening. xyxy=(11,1382,142,1434)
casualty-entry: Lash, J. A. (J. G. Lash, Collingwood, f.); March 24th. xyxy=(428,963,552,984)
paragraph: At 11 a.m. yesterday, all the non-episcopal churches under the auspices of the Christchurch Ministers' Association united in a service of communion and intercession in St. Paul's Presbyterian Church. There was a very large gathering, over which the Rev. J. Paterson presided. The Rev. W. Ready preached, and the Rev. J. Dickson, the Rev. J. G. Chapman, the Rev. F. W. Isitt, and the Rev. J. Gibson Smith took part in the service. The offertory, amounting to £13 17s 2d, was given to the Belgian Relief Fund. xyxy=(973,805,1105,960)
casualty-entry: (March 27th.) Smith, C. E. (E. Smith, Christchurch, f.); Williams, J. E. (W. J. Williams, Lower Hutt, f.); Williams, J. (Mrs J. Williams, Kaiapoi, m.); March 24th. xyxy=(428,1772,552,1824)
paragraph: It is apparent, then, that what has happened on the Russian front, so far from invalidating our conclusions as to the value of field fortification, actually confirms them. It so much less than anything of the resources provided by field works for obtaining the power of resistance on the part of a defensive front, and, taken in connection with the defence of the Russian army, it is all clearly shown that the German and the Austrian forces are probably weaker in spite of temporary inferiority of artillery and shells. The Germans, who know well what they are about, and who are conscious of their strength, are at this moment occupied in the very work of consolidating their means of resistance in Russia, in view of the coming Russian offensive, by fortifying their present lines or other lines behind these, to be called upon for the purpose, with the same care, as they displayed in fortifying their fronts on the Western theatre of operations. When the Russians develop the offensive they will meet with enormous difficulties which they will be able to overcome only at the cost of great sacrifices, and with the aid of very powerful heavy artillery that is superior to the enemy's at the point of attack. xyxy=(288,703,417,1054)
later-list-heading: A LATER LIST. xyxy=(568,234,687,251)
unit-heading: MACHINE-GUN SECTION. xyxy=(434,987,546,998)
casualty-entry: (March 24th.) Anderson, C., Sergt. (D. Anderson, Pahiatua, f.); Munro, W. R. (Mrs A. Munro, Woodville, w.) xyxy=(428,1022,552,1063)
paragraph: Cash donations:—Mrs Waterson (sundries, proceeds of dance, £5 5s); Mr and Mrs Tonks, £1 1s; Kaikoura Women's Guild, £3 3s; Christchurch Girls' Guild, £2 2s; Mrs Frost, £1; A Friend, £1; Anonymous, 10s. Goods:—Ladies of Sumner, 12 pairs socks; Mrs Smith, 6 balaclavas, 3 mufflers; Miss G. Smith, 4 pairs mittens; Mrs J. Hunt, 6 pairs socks; Mrs Watson, 3 shirts; Ladies' Club, Rangiora, quantity of socks and mufflers. xyxy=(703,1639,826,1784)
roll-heading-the: THE xyxy=(461,37,519,70)
paragraph: Miss Ethel reported that the Pageant Branch of the League had received a letter from the Empress of India, in reply to a telegram sent to her on her birthday. The League had been asked to interest itself in the welfare of returned soldiers, and it was decided to co-operate with the Soldiers' Club in any way possible. Thanks were accorded to Mrs Laurie, Mrs Williams and Mrs Gould for gifts of magazines and newspapers sent during the month. xyxy=(837,1371,962,1505)
paragraph: Same condition: Brown, G. E.; Guthrie, C.; Dumbleton, R.; Gibson, R.; Hunter, J.; Morgan, F.; O'Brien, K. J.; Stewart, H.; Stewart, G.; Walton, A. xyxy=(563,1445,692,1497)
paragraph: The supporters of field fortification, while granting the truth of this, replied that it is no less certain that the attack must necessarily be made in the open, and that the advancing troops are exposed to serious losses while crossing the interval under the fire of the defence, while the defending troops are sheltered and suffer vastly less. Moreover, there may be recovery defences in front of the trenches, which do not interfere with the defenders' fire, but keep the attacking troops exposed to it; such defences are the pit with a stake inside ("wolf-pit"), the caltrop (made of four spikes), the chevaux-de-frise (spiked bars), the abatis (of tree trunks), and wire entanglements, often made of barbed wire. xyxy=(11,1664,142,1880)
wounded-heading: WOUNDED. xyxy=(452,930,528,945)
fund-entries: R.A.B. .. .. 1 0 0 Mrs Crosby .. .. 0 10 0 W.H. .. .. 0 10 0 M.H. .. .. 0 10 0 Mrs B. Moore, Cashmere (monthly) 1 0 0 J. Pettipher (monthly) 0 10 0 Mrs J. A. Y. Pow .. 1 0 0 M.F. .. .. 0 10 0 H.P. .. .. 1 0 0 Mrs Woodward .. .. 0 10 0 Penintsaur .. .. 1 0 0 C.H.P. .. .. 0 5 0 Self-Denial (monthly) .. 0 5 0 xyxy=(703,174,826,268)
paragraph: All patients in the Cambridge Hospital at Aldershot are reported as progressing satisfactorily. xyxy=(563,1564,692,1595)
divider xyxy=(581,1773,674,1774)
letter-to-editor: TO THE EDITOR OF "THE PRESS." xyxy=(298,1795,407,1816)
casualty-entry: Brown, N. H. (W. G. D. Brown, The Barn, Waterloo road, Lower Hutt, f.); Buick, D. (D. Buick, Alma, f.); Cooper, F. (Mrs W. Cooper, Gore, m.); Lewis, J. (Mrs E. Pearson, Parnell, cousin); Long, F. C. (J. Long, Mt. Eden, f.); Newton, E. W. (Mrs M. A. Newton, Invercargill, m.); Smith, G. A. (R. M. Smith, Roxburgh, f.); Stuart, W., Cpl. (T. Stuart, Morayshire, f.); Swanton, G. A., Cpl. (Mrs J. Swanton, England, m.); Thomas, F. W. (D. Thomas, Blenheim, f.) xyxy=(428,455,552,600)
paragraph: The early battles in Manchuria were delivered in the open, by the Russians as well as by the Japanese. But when Mukden was reached, the issue had been joined, and there was an evolution in tactics. The Japanese and Russian armies then found themselves face to face for some time without a change of ground. Both sides soon realised the necessity of protecting themselves with uninterrupted lines of entrenchments, in two or more rows. The entire length of the entrenchments, on both sides amounted to some ninety miles. For a distance of about forty miles, leaving out of account the projecting bends in the front, the two fronts were practically parallel, at an interval which, according to the nature of the ground, varied from about a mile and a quarter to a few hundred yards. The strength of each army was about 400,000 men; and these were almost under cover. In front of the trenches were obstacles, particularly wire entanglements. Until the beginning of the actual battle of Mukden, fought by masses in close formation, which had been concentrated behind the lines, the two adversaries never ceased to bombard and attack each other. In places where they were closest, one an onset was constant, with intermittent fighting, and even the use of hand grenades. xyxy=(153,752,277,1155)
column-roll-of-honour xyxy=(423,28,558,1824)
paragraph: Condition not improved: Wilson, J., Lieutenant. All other patients are progressing favourably. xyxy=(563,1619,692,1651)
paragraph: We have, however, to bear in mind some further considerations. Whatever, in spite of trenches, shelters, bomb-proof shelters, wire entanglements and other obstacles, and ever more effective action possible, is the preparation of attack, by means of intense artillery fire, which renders the hostile positions untenable for a time. Such preparation has always been necessary in past wars, it has always been fully recognised there, and there is no trace of this in tactics in which it does not appear as essential. But this preparation has not always been the same. Such as it is to-day it is far beyond anything that could have been conceived formerly, owing to the use of quick-firing guns, employed for the first time in this war, and to the fact that the powder mass in the manufacture of projectiles, and the use of some form of modern explosives. It is owing to these various causes, which acted in massing and in making such use of shells and field works, that is proposed and finding means to accompany the attack. The trenches in the ground, works that are solidly constructed and defended, and which is only by a surprise attack that troops succeed in penetrating certain sections of the first line trenches, when their own trenches are fairly close to xyxy=(153,2019,277,2410)
paragraph: reasons for holding these opposite views. Those who held them were, as a rule, more influenced by their temperament than by logical considerations. To officers of a daring and adventurous spirit only offensive action could appeal; those who planned more deliberately preferred to start with the defensive, under the protection of field fortification with the subsequent assumption of the offensive, by making counter-attacks, when the assailant's effort was broken. National temperaments also served to determine which method was preferred. During the siege of Paris, in 1870, the French Army always attacked in the open, for instance, at Le Bourget, at Champigny and at Buzenval. The German Army, too, during its spirit, did not attack, but confined itself to bombarding Paris and occupying all around it defensive positions that were very strongly fortified and protected, against which the attacks of the Paris army were shattered. When it was forced to visit the battle field after the siege, and to record on a map all the defensive works, and the German batteries before anything had been changed, I had the greatest difficulty in making my way among the dense mass of felled trees and across the wire entanglements in front of the trenches. In spite of all this, many officers remained convinced that field fortification was dangerous and preferred open fighting. xyxy=(153,28,277,461)
serbian-fund-heading: SERBIAN FUND. xyxy=(728,270,801,281)
